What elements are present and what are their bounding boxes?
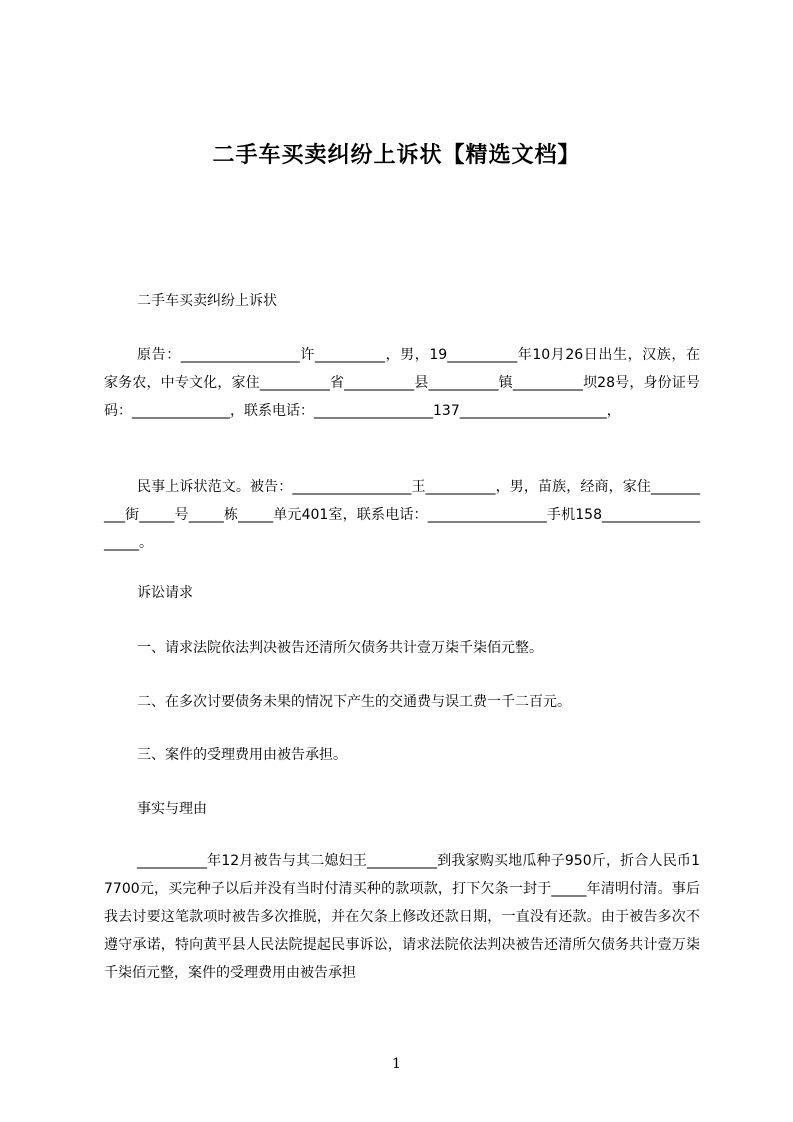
facts-paragraph: __________年12月被告与其二媳妇王__________到我家购买地瓜种子950斤，折合人民币17700元，买完种子以后并没有当时付清买种的款项款，打下欠条一封于_____年清明付清。事后我去讨要这笔款项时被告多次推脱，并在欠条上修改还款日期，一直没有还款。由于被告多次不遵守承诺，特向黄平县人民法院提起民事诉讼，请求法院依法判决被告还清所欠债务共计壹万柒千柒佰元整，案件的受理费用由被告承担 [104, 853, 700, 981]
claims-heading: 诉讼请求 [137, 585, 193, 601]
claim-item-2: 二、在多次讨要债务未果的情况下产生的交通费与误工费一千二百元。 [137, 694, 571, 710]
page-number: 1 [392, 1056, 401, 1072]
document-title: 二手车买卖纠纷上诉状【精选文档】 [212, 143, 581, 168]
subtitle: 二手车买卖纠纷上诉状 [137, 293, 277, 309]
claim-item-3: 三、案件的受理费用由被告承担。 [137, 747, 347, 763]
defendant-paragraph: 民事上诉状范文。被告：_________________王__________，男，苗族，经商，家住__________街_____号_____栋_____单元401室，联系电话：_________________手机158___________________。 [104, 479, 700, 551]
claim-item-1: 一、请求法院依法判决被告还清所欠债务共计壹万柒千柒佰元整。 [137, 640, 543, 656]
facts-heading: 事实与理由 [137, 801, 207, 817]
plaintiff-paragraph: 原告：_________________许__________，男，19__________年10月26日出生，汉族，在家务农，中专文化，家住__________省__________县__________镇__________坝28号，身份证号码：______________，联系电话：_________________137_____________________， [104, 347, 700, 419]
